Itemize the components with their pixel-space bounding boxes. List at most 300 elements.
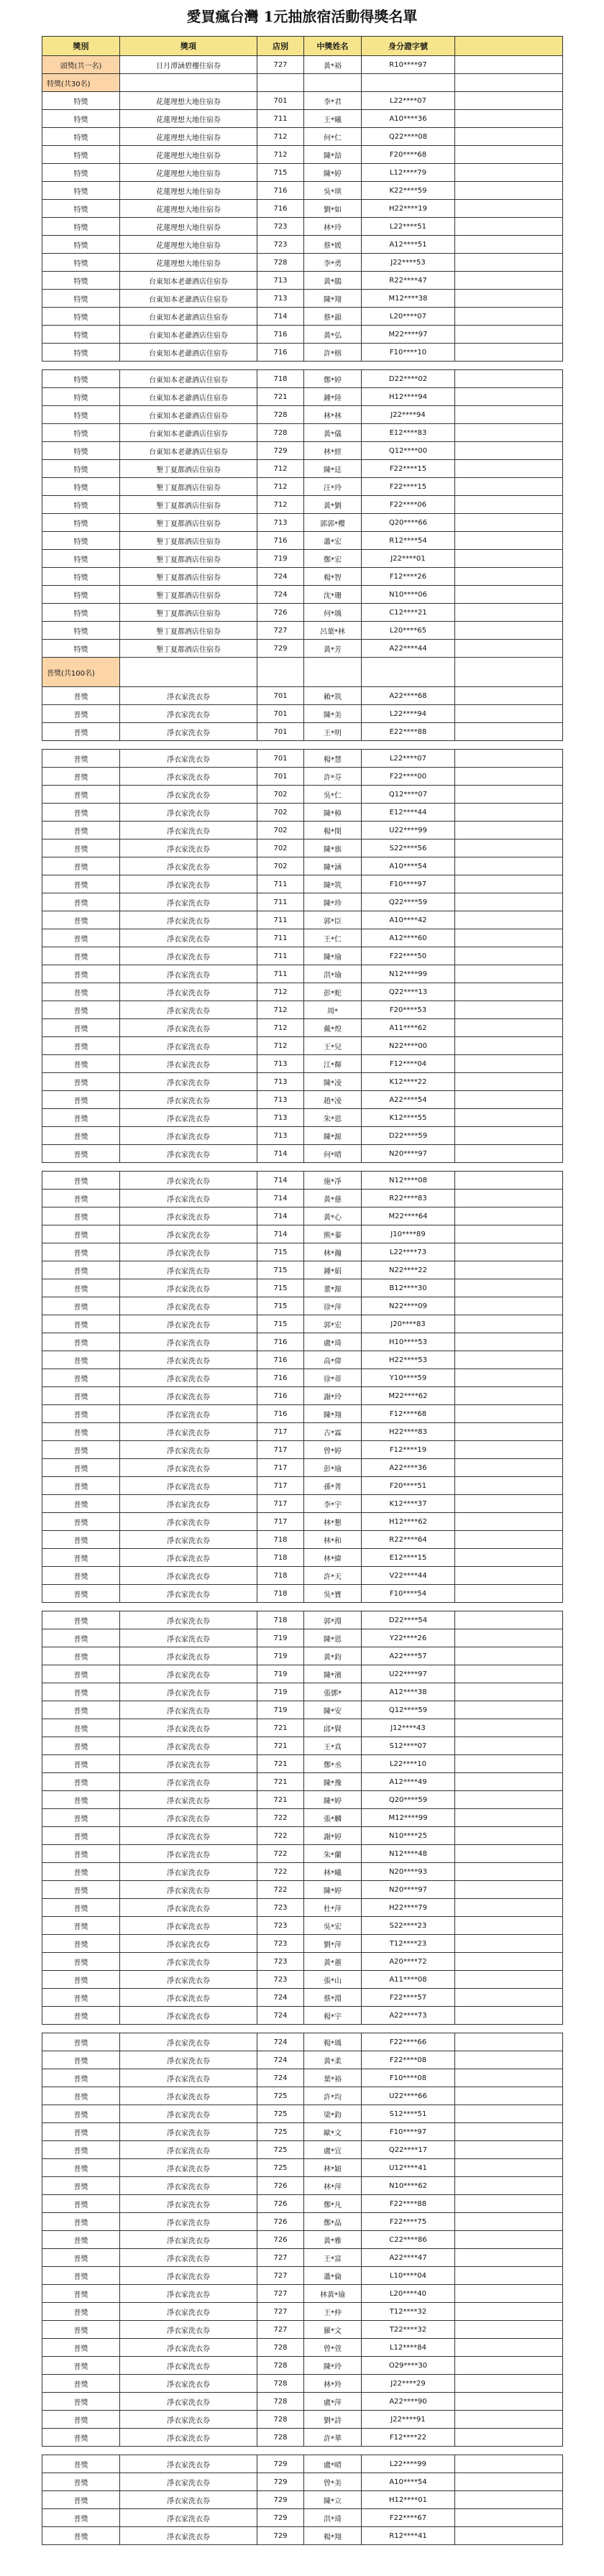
blank-cell	[455, 164, 563, 182]
prize-item-cell: 台東知本老爺酒店住宿券	[120, 406, 257, 424]
store-cell: 712	[257, 146, 304, 164]
section-header-row	[42, 74, 563, 92]
store-cell: 721	[257, 388, 304, 406]
store-cell: 719	[257, 1647, 304, 1665]
grand-prize-label: 頭獎(共一名)	[42, 56, 120, 74]
section-empty-cell	[257, 74, 304, 92]
prize-type-cell: 普獎	[42, 723, 120, 741]
id-number-cell: L12****84	[362, 2339, 455, 2357]
table-row	[42, 2249, 563, 2267]
blank-cell	[455, 290, 563, 308]
prize-item-cell: 淨衣家洗衣券	[120, 1073, 257, 1091]
blank-cell	[455, 2375, 563, 2393]
store-cell: 728	[257, 406, 304, 424]
prize-type-cell: 特獎	[42, 550, 120, 568]
prize-item-cell: 花蓮理想大地住宿券	[120, 92, 257, 110]
store-cell: 713	[257, 514, 304, 532]
winner-name-cell: 洪*瑜	[304, 965, 362, 983]
prize-type-cell: 普獎	[42, 1899, 120, 1917]
prize-item-cell: 淨衣家洗衣券	[120, 1755, 257, 1773]
group-separator	[42, 1163, 563, 1172]
table-row	[42, 1369, 563, 1387]
prize-type-cell: 普獎	[42, 1953, 120, 1971]
prize-item-cell: 淨衣家洗衣券	[120, 1827, 257, 1845]
blank-cell	[455, 875, 563, 893]
blank-cell	[455, 2393, 563, 2411]
table-row	[42, 1315, 563, 1333]
table-row	[42, 308, 563, 326]
table-row	[42, 2509, 563, 2527]
id-number-cell: S22****56	[362, 840, 455, 857]
blank-cell	[455, 272, 563, 290]
blank-cell	[455, 326, 563, 344]
table-row	[42, 622, 563, 640]
prize-item-cell: 淨衣家洗衣券	[120, 1172, 257, 1190]
blank-cell	[455, 460, 563, 478]
prize-type-cell: 普獎	[42, 804, 120, 822]
id-number-cell: F22****75	[362, 2213, 455, 2231]
winner-name-cell: 鄭*婷	[304, 370, 362, 388]
store-cell: 713	[257, 1127, 304, 1145]
prize-type-cell: 普獎	[42, 1935, 120, 1953]
prize-type-cell: 普獎	[42, 2267, 120, 2285]
winner-name-cell: 黃*柔	[304, 2051, 362, 2069]
store-cell: 712	[257, 983, 304, 1001]
id-number-cell: L22****10	[362, 1755, 455, 1773]
prize-item-cell: 淨衣家洗衣券	[120, 1737, 257, 1755]
store-cell: 721	[257, 1755, 304, 1773]
winner-name-cell: 邱*賢	[304, 1719, 362, 1737]
table-row	[42, 2141, 563, 2159]
prize-item-cell: 淨衣家洗衣券	[120, 857, 257, 875]
id-number-cell: N12****08	[362, 1172, 455, 1190]
winner-name-cell: 吳*宏	[304, 1917, 362, 1935]
winner-name-cell: 黃*鈞	[304, 1647, 362, 1665]
prize-item-cell: 墾丁夏都酒店住宿券	[120, 622, 257, 640]
store-cell: 702	[257, 822, 304, 840]
store-cell: 711	[257, 911, 304, 929]
prize-type-cell: 普獎	[42, 1791, 120, 1809]
table-row	[42, 875, 563, 893]
section-empty-cell	[362, 74, 455, 92]
blank-cell	[455, 1935, 563, 1953]
store-cell: 715	[257, 1297, 304, 1315]
table-row	[42, 1261, 563, 1279]
winner-name-cell: 曾*婷	[304, 1441, 362, 1459]
id-number-cell: R12****54	[362, 532, 455, 550]
id-number-cell: A22****54	[362, 1091, 455, 1109]
table-row	[42, 1647, 563, 1665]
prize-type-cell: 普獎	[42, 1665, 120, 1683]
prize-item-cell: 淨衣家洗衣券	[120, 1531, 257, 1549]
store-cell: 714	[257, 1172, 304, 1190]
prize-item-cell: 淨衣家洗衣券	[120, 1953, 257, 1971]
blank-cell	[455, 1109, 563, 1127]
prize-type-cell: 普獎	[42, 2509, 120, 2527]
blank-cell	[455, 1369, 563, 1387]
store-cell: 724	[257, 1989, 304, 2007]
store-cell: 721	[257, 1719, 304, 1737]
prize-item-cell: 淨衣家洗衣券	[120, 1809, 257, 1827]
blank-cell	[455, 640, 563, 658]
id-number-cell: A22****73	[362, 2007, 455, 2025]
table-row	[42, 110, 563, 128]
store-cell: 715	[257, 1315, 304, 1333]
blank-cell	[455, 236, 563, 254]
prize-item-cell: 淨衣家洗衣券	[120, 1971, 257, 1989]
prize-type-cell: 特獎	[42, 128, 120, 146]
id-number-cell: K12****37	[362, 1495, 455, 1513]
winner-name-cell: 王*仲	[304, 2303, 362, 2321]
id-number-cell: T12****23	[362, 1935, 455, 1953]
prize-type-cell: 普獎	[42, 840, 120, 857]
store-cell: 721	[257, 1791, 304, 1809]
id-number-cell: Q20****66	[362, 514, 455, 532]
prize-type-cell: 普獎	[42, 1629, 120, 1647]
store-cell: 701	[257, 723, 304, 741]
prize-item-cell: 淨衣家洗衣券	[120, 1333, 257, 1351]
table-row	[42, 1701, 563, 1719]
winner-name-cell: 黃*蕙	[304, 1953, 362, 1971]
blank-cell	[455, 893, 563, 911]
table-row	[42, 496, 563, 514]
store-cell: 718	[257, 1611, 304, 1629]
store-cell: 725	[257, 2123, 304, 2141]
store-cell: 714	[257, 1208, 304, 1225]
prize-type-cell: 普獎	[42, 1737, 120, 1755]
blank-cell	[455, 1261, 563, 1279]
group-separator-cell	[42, 741, 563, 750]
prize-type-cell: 普獎	[42, 1989, 120, 2007]
table-row	[42, 1495, 563, 1513]
prize-type-cell: 普獎	[42, 2213, 120, 2231]
prize-type-cell: 普獎	[42, 1971, 120, 1989]
blank-cell	[455, 2285, 563, 2303]
table-row	[42, 146, 563, 164]
blank-cell	[455, 2357, 563, 2375]
table-row	[42, 218, 563, 236]
winner-name-cell: 陳*豫	[304, 1773, 362, 1791]
winner-name-cell: 郭*臣	[304, 911, 362, 929]
table-row	[42, 1755, 563, 1773]
table-row	[42, 1351, 563, 1369]
id-number-cell: A22****90	[362, 2393, 455, 2411]
winner-name-cell: 蔡*媛	[304, 236, 362, 254]
table-row	[42, 2105, 563, 2123]
store-cell: 728	[257, 2357, 304, 2375]
prize-item-cell: 淨衣家洗衣券	[120, 2303, 257, 2321]
table-row	[42, 2527, 563, 2545]
table-row	[42, 568, 563, 586]
table-row	[42, 1989, 563, 2007]
prize-item-cell: 淨衣家洗衣券	[120, 1567, 257, 1585]
prize-type-cell: 普獎	[42, 1827, 120, 1845]
blank-cell	[455, 1899, 563, 1917]
blank-cell	[455, 1719, 563, 1737]
table-row	[42, 2285, 563, 2303]
prize-item-cell: 淨衣家洗衣券	[120, 1683, 257, 1701]
store-cell: 729	[257, 2491, 304, 2509]
table-row	[42, 1737, 563, 1755]
winner-name-cell: 陳*旗	[304, 840, 362, 857]
prize-item-cell: 淨衣家洗衣券	[120, 2527, 257, 2545]
prize-type-cell: 普獎	[42, 1261, 120, 1279]
prize-item-cell: 淨衣家洗衣券	[120, 2159, 257, 2177]
prize-type-cell: 普獎	[42, 2007, 120, 2025]
id-number-cell: N20****97	[362, 1881, 455, 1899]
prize-type-cell: 普獎	[42, 1243, 120, 1261]
store-cell: 713	[257, 1073, 304, 1091]
id-number-cell: V22****44	[362, 1567, 455, 1585]
prize-type-cell: 普獎	[42, 1495, 120, 1513]
blank-cell	[455, 442, 563, 460]
id-number-cell: R22****64	[362, 1531, 455, 1549]
winner-name-cell: 陳*安	[304, 1701, 362, 1719]
id-number-cell: N22****00	[362, 1037, 455, 1055]
id-number-cell: C12****21	[362, 604, 455, 622]
store-cell: 711	[257, 965, 304, 983]
table-row	[42, 929, 563, 947]
prize-item-cell: 淨衣家洗衣券	[120, 1351, 257, 1369]
store-cell: 716	[257, 1369, 304, 1387]
prize-type-cell: 普獎	[42, 2527, 120, 2545]
id-number-cell: L22****51	[362, 218, 455, 236]
winner-name-cell: 陳*喆	[304, 146, 362, 164]
prize-item-cell: 台東知本老爺酒店住宿券	[120, 326, 257, 344]
store-cell: 728	[257, 2339, 304, 2357]
id-number-cell: F22****66	[362, 2033, 455, 2051]
table-row	[42, 1881, 563, 1899]
table-row	[42, 1172, 563, 1190]
winner-name-cell: 陳*濱	[304, 1665, 362, 1683]
prize-item-cell: 淨衣家洗衣券	[120, 1369, 257, 1387]
prize-type-cell: 特獎	[42, 326, 120, 344]
id-number-cell: R10****97	[362, 56, 455, 74]
winner-name-cell: 林*瀚	[304, 1243, 362, 1261]
blank-cell	[455, 1091, 563, 1109]
store-cell: 722	[257, 1809, 304, 1827]
table-row	[42, 406, 563, 424]
blank-cell	[455, 424, 563, 442]
id-number-cell: N12****48	[362, 1845, 455, 1863]
table-row	[42, 388, 563, 406]
id-number-cell: A12****49	[362, 1773, 455, 1791]
store-cell: 715	[257, 1243, 304, 1261]
store-cell: 719	[257, 550, 304, 568]
id-number-cell: S12****07	[362, 1737, 455, 1755]
prize-type-cell: 普獎	[42, 1109, 120, 1127]
winner-name-cell: 許*榕	[304, 344, 362, 362]
prize-type-cell: 普獎	[42, 1845, 120, 1863]
blank-cell	[455, 1773, 563, 1791]
winner-name-cell: 陳*立	[304, 2491, 362, 2509]
id-number-cell: Q12****59	[362, 1701, 455, 1719]
store-cell: 724	[257, 568, 304, 586]
prize-item-cell: 淨衣家洗衣券	[120, 2491, 257, 2509]
blank-cell	[455, 857, 563, 875]
store-cell: 727	[257, 2267, 304, 2285]
prize-type-cell: 普獎	[42, 893, 120, 911]
id-number-cell: J20****83	[362, 1315, 455, 1333]
prize-type-cell: 普獎	[42, 1441, 120, 1459]
table-row	[42, 893, 563, 911]
prize-item-cell: 淨衣家洗衣券	[120, 1405, 257, 1423]
winner-name-cell: 吳*琪	[304, 182, 362, 200]
group-separator-cell	[42, 2447, 563, 2455]
prize-type-cell: 特獎	[42, 406, 120, 424]
winner-name-cell: 曾*萱	[304, 2339, 362, 2357]
prize-type-cell: 特獎	[42, 272, 120, 290]
store-cell: 728	[257, 2429, 304, 2447]
winner-name-cell: 江*輝	[304, 1055, 362, 1073]
prize-item-cell: 淨衣家洗衣券	[120, 2177, 257, 2195]
blank-cell	[455, 388, 563, 406]
id-number-cell: U22****66	[362, 2087, 455, 2105]
id-number-cell: U12****41	[362, 2159, 455, 2177]
store-cell: 723	[257, 218, 304, 236]
prize-item-cell: 淨衣家洗衣券	[120, 911, 257, 929]
prize-item-cell: 淨衣家洗衣券	[120, 840, 257, 857]
store-cell: 719	[257, 1683, 304, 1701]
header-name: 中獎姓名	[304, 37, 362, 56]
table-row	[42, 1611, 563, 1629]
store-cell: 717	[257, 1423, 304, 1441]
id-number-cell: N10****62	[362, 2177, 455, 2195]
prize-type-cell: 普獎	[42, 768, 120, 786]
store-cell: 721	[257, 1737, 304, 1755]
prize-type-cell: 普獎	[42, 1037, 120, 1055]
winner-name-cell: 林*經	[304, 442, 362, 460]
winner-name-cell: 陳*珍	[304, 893, 362, 911]
blank-cell	[455, 1809, 563, 1827]
id-number-cell: L22****07	[362, 92, 455, 110]
id-number-cell: J22****91	[362, 2411, 455, 2429]
blank-cell	[455, 1037, 563, 1055]
store-cell: 727	[257, 56, 304, 74]
blank-cell	[455, 750, 563, 768]
prize-type-cell: 普獎	[42, 2249, 120, 2267]
winner-name-cell: 王*兒	[304, 1037, 362, 1055]
winner-name-cell: 羅*文	[304, 2321, 362, 2339]
store-cell: 726	[257, 604, 304, 622]
winner-name-cell: 黃*心	[304, 1208, 362, 1225]
prize-item-cell: 淨衣家洗衣券	[120, 1109, 257, 1127]
winner-name-cell: 陳*翔	[304, 1405, 362, 1423]
blank-cell	[455, 146, 563, 164]
id-number-cell: A22****47	[362, 2249, 455, 2267]
prize-item-cell: 淨衣家洗衣券	[120, 2393, 257, 2411]
table-row	[42, 2195, 563, 2213]
table-row	[42, 2123, 563, 2141]
winner-name-cell: 王*真	[304, 1737, 362, 1755]
table-row	[42, 857, 563, 875]
prize-item-cell: 淨衣家洗衣券	[120, 1387, 257, 1405]
id-number-cell: L22****07	[362, 750, 455, 768]
winner-name-cell: 古*霖	[304, 1423, 362, 1441]
prize-item-cell: 淨衣家洗衣券	[120, 1549, 257, 1567]
prize-item-cell: 墾丁夏都酒店住宿券	[120, 568, 257, 586]
winner-name-cell: 鍾*陸	[304, 388, 362, 406]
prize-item-cell: 淨衣家洗衣券	[120, 705, 257, 723]
store-cell: 717	[257, 1513, 304, 1531]
blank-cell	[455, 254, 563, 272]
winner-name-cell: 梁*鈞	[304, 2105, 362, 2123]
table-row	[42, 2393, 563, 2411]
table-row	[42, 965, 563, 983]
id-number-cell: H12****01	[362, 2491, 455, 2509]
table-row	[42, 1459, 563, 1477]
winner-name-cell: 高*偉	[304, 1351, 362, 1369]
blank-cell	[455, 1611, 563, 1629]
winner-name-cell: 鄭*宏	[304, 550, 362, 568]
prize-item-cell: 台東知本老爺酒店住宿券	[120, 442, 257, 460]
store-cell: 729	[257, 640, 304, 658]
blank-cell	[455, 496, 563, 514]
id-number-cell: D22****02	[362, 370, 455, 388]
blank-cell	[455, 1585, 563, 1603]
id-number-cell: A12****60	[362, 929, 455, 947]
blank-cell	[455, 1145, 563, 1163]
prize-type-cell: 特獎	[42, 254, 120, 272]
header-id: 身分證字號	[362, 37, 455, 56]
table-row	[42, 344, 563, 362]
table-row	[42, 236, 563, 254]
id-number-cell: S22****23	[362, 1917, 455, 1935]
winner-name-cell: 熊*蓁	[304, 1225, 362, 1243]
id-number-cell: F22****57	[362, 1989, 455, 2007]
blank-cell	[455, 308, 563, 326]
blank-cell	[455, 1531, 563, 1549]
prize-item-cell: 淨衣家洗衣券	[120, 1145, 257, 1163]
blank-cell	[455, 604, 563, 622]
id-number-cell: N10****25	[362, 1827, 455, 1845]
id-number-cell: F10****08	[362, 2069, 455, 2087]
id-number-cell: E12****44	[362, 804, 455, 822]
blank-cell	[455, 2087, 563, 2105]
prize-type-cell: 特獎	[42, 370, 120, 388]
blank-cell	[455, 1225, 563, 1243]
prize-type-cell: 特獎	[42, 388, 120, 406]
prize-type-cell: 特獎	[42, 514, 120, 532]
blank-cell	[455, 1755, 563, 1773]
prize-item-cell: 淨衣家洗衣券	[120, 965, 257, 983]
winner-name-cell: 林*林	[304, 406, 362, 424]
winner-name-cell: 王*明	[304, 723, 362, 741]
prize-type-cell: 普獎	[42, 965, 120, 983]
winner-name-cell: 黃*弘	[304, 326, 362, 344]
id-number-cell: N20****93	[362, 1863, 455, 1881]
id-number-cell: E12****83	[362, 424, 455, 442]
prize-item-cell: 淨衣家洗衣券	[120, 750, 257, 768]
prize-item-cell: 淨衣家洗衣券	[120, 1279, 257, 1297]
store-cell: 727	[257, 2285, 304, 2303]
prize-type-cell: 普獎	[42, 2033, 120, 2051]
prize-item-cell: 淨衣家洗衣券	[120, 2339, 257, 2357]
prize-type-cell: 普獎	[42, 1001, 120, 1019]
prize-type-cell: 普獎	[42, 1279, 120, 1297]
prize-item-cell: 淨衣家洗衣券	[120, 1863, 257, 1881]
blank-cell	[455, 2339, 563, 2357]
blank-cell	[455, 182, 563, 200]
store-cell: 702	[257, 804, 304, 822]
winner-name-cell: 盧*晴	[304, 2455, 362, 2473]
id-number-cell: F20****68	[362, 146, 455, 164]
table-row	[42, 1773, 563, 1791]
blank-cell	[455, 786, 563, 804]
store-cell: 723	[257, 1935, 304, 1953]
store-cell: 712	[257, 1019, 304, 1037]
winner-name-cell: 林*和	[304, 1531, 362, 1549]
